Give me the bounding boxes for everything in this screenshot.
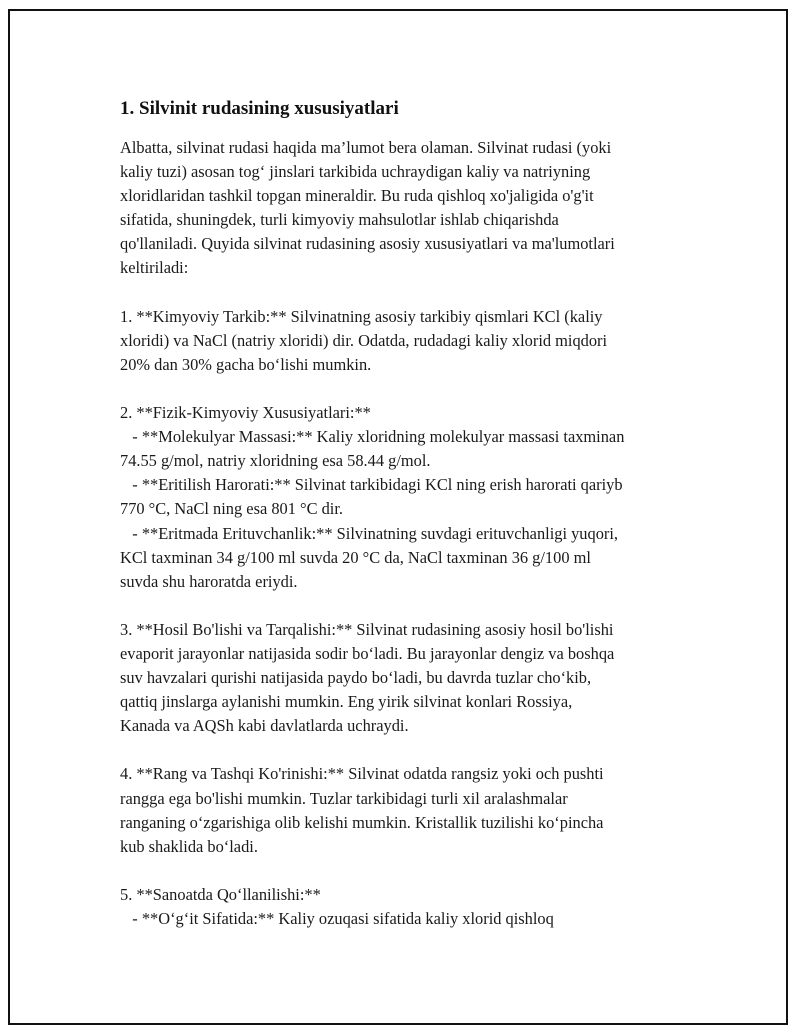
- text-line: suv havzalari qurishi natijasida paydo bo‘ladi, bu davrda tuzlar cho‘kib,: [120, 668, 592, 688]
- text-line: 3. **Hosil Bo'lishi va Tarqalishi:** Silvinat rudasining asosiy hosil bo'lishi: [120, 619, 614, 639]
- paragraph-gap: [120, 738, 690, 762]
- text-line: 1. **Kimyoviy Tarkib:** Silvinatning asosiy tarkibiy qismlari KCl (kaliy: [120, 306, 603, 326]
- paragraph-gap: [120, 594, 690, 618]
- text-line: rangga ega bo'lishi mumkin. Tuzlar tarkibidagi turli xil aralashmalar: [120, 788, 568, 808]
- section-formation-distribution: [120, 618, 690, 738]
- text-line: 5. **Sanoatda Qo‘llanilishi:**: [120, 884, 321, 904]
- text-line: evaporit jarayonlar natijasida sodir bo‘ladi. Bu jarayonlar dengiz va boshqa: [120, 643, 615, 663]
- text-line: - **Eritilish Harorati:** Silvinat tarkibidagi KCl ning erish harorati qariyb: [120, 475, 623, 495]
- paragraph-gap: [120, 377, 690, 401]
- section-chemical-composition: [120, 305, 690, 377]
- section-physical-chemical-properties: [120, 401, 690, 594]
- text-line: 2. **Fizik-Kimyoviy Xususiyatlari:**: [120, 403, 371, 423]
- document-page: [8, 9, 788, 1025]
- section-industrial-use: [120, 883, 690, 931]
- text-line: 770 °C, NaCl ning esa 801 °C dir.: [120, 499, 343, 519]
- text-line: - **Molekulyar Massasi:** Kaliy xloridning molekulyar massasi taxminan: [120, 427, 625, 447]
- text-line: sifatida, shuningdek, turli kimyoviy mahsulotlar ishlab chiqarishda: [120, 210, 559, 230]
- text-line: xloridi) va NaCl (natriy xloridi) dir. Odatda, rudadagi kaliy xlorid miqdori: [120, 330, 608, 350]
- text-line: ranganing o‘zgarishiga olib kelishi mumkin. Kristallik tuzilishi ko‘pincha: [120, 812, 604, 832]
- text-line: suvda shu haroratda eriydi.: [120, 571, 298, 591]
- document-title: 1. Silvinit rudasining xususiyatlari: [120, 98, 399, 119]
- paragraph-gap: [120, 281, 690, 305]
- text-line: 4. **Rang va Tashqi Ko'rinishi:** Silvinat odatda rangsiz yoki och pushti: [120, 764, 604, 784]
- intro-paragraph: [120, 136, 690, 281]
- document-content: [120, 97, 690, 931]
- text-line: - **O‘g‘it Sifatida:** Kaliy ozuqasi sifatida kaliy xlorid qishloq: [120, 909, 554, 928]
- text-line: 74.55 g/mol, natriy xloridning esa 58.44 g/mol.: [120, 451, 431, 471]
- text-line: - **Eritmada Erituvchanlik:** Silvinatning suvdagi erituvchanligi yuqori,: [120, 523, 619, 543]
- text-line: 20% dan 30% gacha bo‘lishi mumkin.: [120, 354, 372, 374]
- paragraph-gap: [120, 859, 690, 883]
- text-line: Albatta, silvinat rudasi haqida ma’lumot bera olaman. Silvinat rudasi (yoki: [120, 138, 612, 157]
- text-line: KCl taxminan 34 g/100 ml suvda 20 °C da, NaCl taxminan 36 g/100 ml: [120, 547, 591, 567]
- text-line: kub shaklida bo‘ladi.: [120, 836, 258, 856]
- text-line: Kanada va AQSh kabi davlatlarda uchraydi.: [120, 716, 409, 736]
- text-line: kaliy tuzi) asosan tog‘ jinslari tarkibida uchraydigan kaliy va natriyning: [120, 162, 591, 182]
- section-color-appearance: [120, 762, 690, 858]
- text-line: xloridlaridan tashkil topgan mineraldir. Bu ruda qishloq xo'jaligida o'g'it: [120, 186, 594, 206]
- text-line: qattiq jinslarga aylanishi mumkin. Eng yirik silvinat konlari Rossiya,: [120, 692, 573, 712]
- text-line: qo'llaniladi. Quyida silvinat rudasining asosiy xususiyatlari va ma'lumotlari: [120, 234, 615, 254]
- text-line: keltiriladi:: [120, 258, 189, 278]
